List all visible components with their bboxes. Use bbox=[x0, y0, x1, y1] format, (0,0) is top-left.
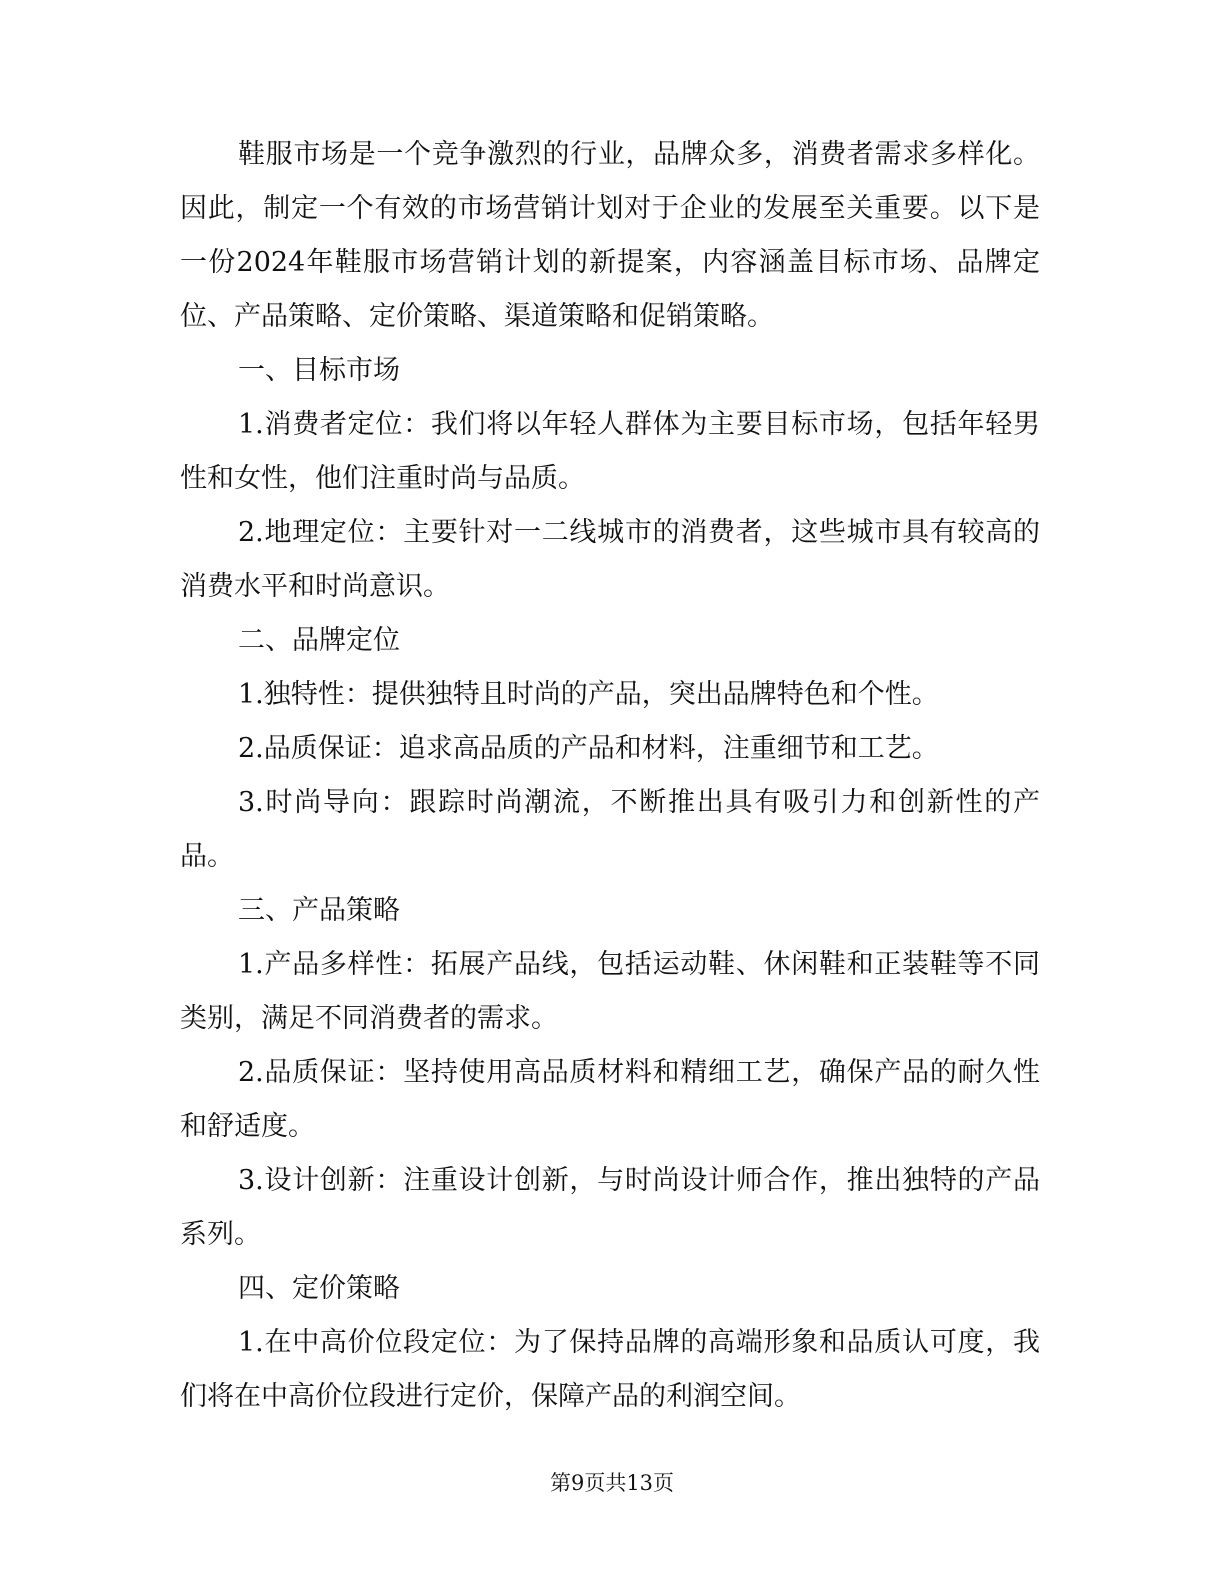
paragraph-product-diversity: 1.产品多样性：拓展产品线，包括运动鞋、休闲鞋和正装鞋等不同类别，满足不同消费者的需求。 bbox=[180, 949, 1040, 1034]
section-heading-target-market: 一、目标市场 bbox=[238, 355, 400, 386]
page-number-footer: 第9页共13页 bbox=[549, 1471, 675, 1495]
paragraph-fashion-orientation: 3.时尚导向：跟踪时尚潮流，不断推出具有吸引力和创新性的产品。 bbox=[180, 787, 1040, 872]
paragraph-uniqueness: 1.独特性：提供独特且时尚的产品，突出品牌特色和个性。 bbox=[238, 679, 939, 710]
paragraph-quality-assurance-product: 2.品质保证：坚持使用高品质材料和精细工艺，确保产品的耐久性和舒适度。 bbox=[180, 1057, 1040, 1142]
document-body bbox=[180, 128, 1040, 1424]
paragraph-geographic-positioning: 2.地理定位：主要针对一二线城市的消费者，这些城市具有较高的消费水平和时尚意识。 bbox=[180, 517, 1040, 602]
section-heading-pricing-strategy: 四、定价策略 bbox=[238, 1273, 400, 1304]
intro-paragraph: 鞋服市场是一个竞争激烈的行业，品牌众多，消费者需求多样化。因此，制定一个有效的市场营销计划对于企业的发展至关重要。以下是一份2024年鞋服市场营销计划的新提案，内容涵盖目标市场、品牌定位、产品策略、定价策略、渠道策略和促销策略。 bbox=[180, 139, 1040, 332]
section-heading-product-strategy: 三、产品策略 bbox=[238, 895, 400, 926]
paragraph-quality-assurance-brand: 2.品质保证：追求高品质的产品和材料，注重细节和工艺。 bbox=[238, 733, 939, 764]
paragraph-consumer-positioning: 1.消费者定位：我们将以年轻人群体为主要目标市场，包括年轻男性和女性，他们注重时尚与品质。 bbox=[180, 409, 1040, 494]
paragraph-design-innovation: 3.设计创新：注重设计创新，与时尚设计师合作，推出独特的产品系列。 bbox=[180, 1165, 1040, 1250]
paragraph-mid-high-pricing: 1.在中高价位段定位：为了保持品牌的高端形象和品质认可度，我们将在中高价位段进行定价，保障产品的利润空间。 bbox=[180, 1327, 1040, 1412]
section-heading-brand-positioning: 二、品牌定位 bbox=[238, 625, 400, 656]
